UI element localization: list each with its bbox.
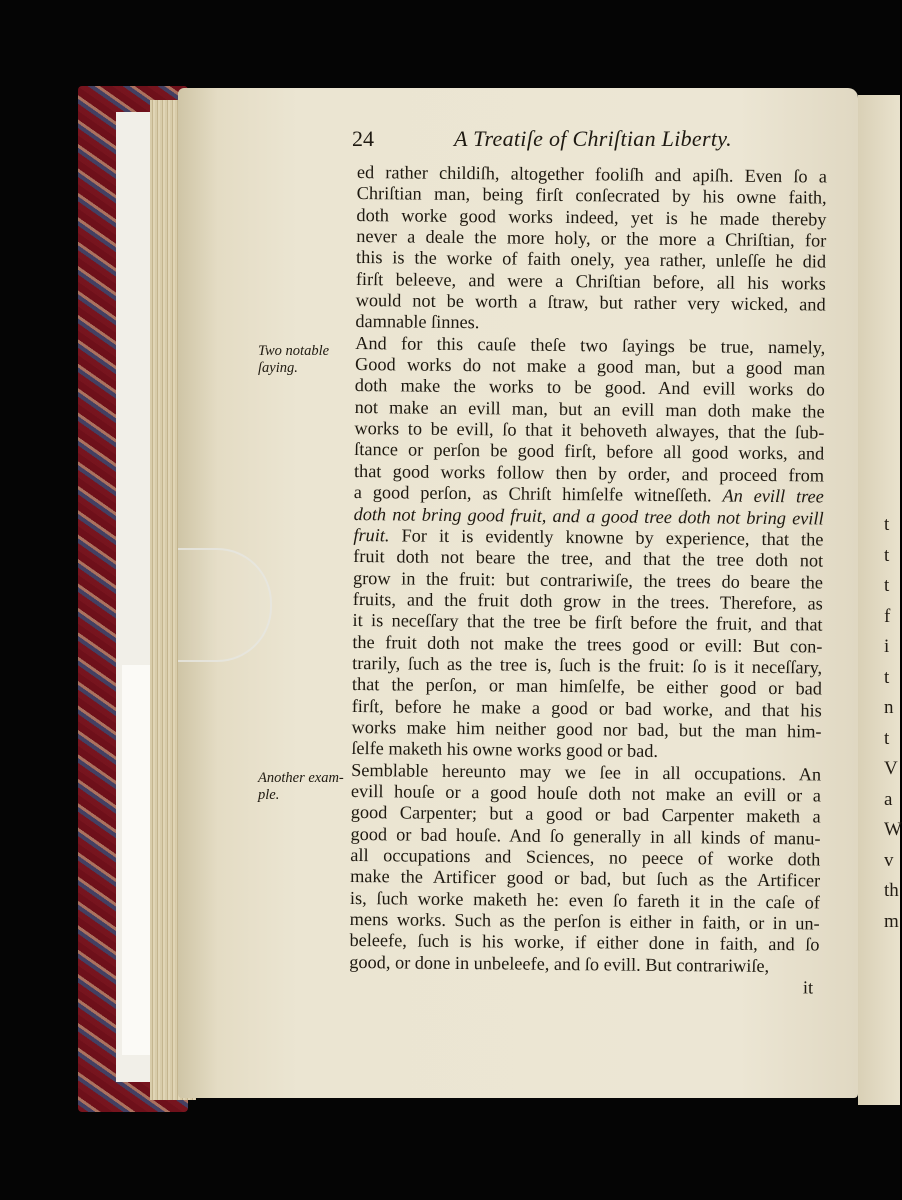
facing-page-fragments <box>884 510 900 937</box>
text-line: never a deale the more holy, or the more a Chriſtian, for <box>356 226 827 251</box>
text-line: is, ſuch worke maketh he: even ſo fareth it in the caſe of <box>349 887 821 913</box>
facing-fragment: n <box>884 697 894 718</box>
text-line: fruit doth not beare the tree, and that the tree doth not <box>353 546 824 571</box>
facing-fragment: V <box>884 758 898 779</box>
text-line: this is the worke of faith onely, yea rather, unleſſe he did <box>355 247 827 272</box>
text-line: trarily, ſuch as the tree is, ſuch is the fruit: ſo is it neceſſary, <box>352 652 823 678</box>
text-line: that good works follow then by order, and proceed from <box>353 460 825 486</box>
text-line: Good works do not make a good man, but a good man <box>354 354 826 379</box>
running-header <box>352 126 832 158</box>
text-line: firſt, before he make a good or bad worke, and that his <box>351 695 822 721</box>
margin-note-line: ſaying. <box>258 360 298 376</box>
facing-fragment: t <box>884 544 890 566</box>
text-line: grow in the fruit: but contrariwiſe, the trees do beare the <box>352 567 824 593</box>
text-line: ſtance or perſon be good firſt, before all good works, and <box>354 439 825 464</box>
facing-fragment: f <box>884 605 891 627</box>
text-line: a good perſon, as Chriſt himſelfe witneſſeth. An evill tree <box>353 482 824 507</box>
text-line: Semblable hereunto may we ſee in all occupations. An <box>351 759 822 785</box>
facing-fragment: m <box>884 910 899 932</box>
facing-fragment: t <box>884 575 890 596</box>
text-line: beleefe, ſuch is his worke, if either done in faith, and ſo <box>349 930 820 955</box>
margin-note-line: ple. <box>258 787 280 803</box>
text-line: good Carpenter; but a good or bad Carpenter maketh a <box>350 802 821 827</box>
facing-fragment: t <box>884 727 890 749</box>
page-number: 24 <box>352 126 374 151</box>
flyleaf-inner <box>122 665 150 1055</box>
text-line: good or bad houſe. And ſo generally in all kinds of manu- <box>350 823 821 849</box>
text-line: not make an evill man, but an evill man doth make the <box>354 396 825 422</box>
text-line: doth not bring good fruit, and a good tree doth not bring evill <box>353 503 824 528</box>
text-line: fruits, and the fruit doth grow in the trees. Therefore, as <box>352 588 823 614</box>
text-line: works make him neither good nor bad, but the man him- <box>351 716 822 742</box>
facing-fragment: v <box>884 849 894 871</box>
facing-fragment: t <box>884 514 890 535</box>
facing-fragment: t <box>884 666 890 688</box>
body-text <box>349 162 827 999</box>
text-line: ed rather childiſh, altogether fooliſh and apiſh. Even ſo a <box>356 162 827 187</box>
text-line: damnable ſinnes. <box>355 311 480 333</box>
text-line: doth worke good works indeed, yet is he made thereby <box>356 204 827 230</box>
running-title: A Treatiſe of Chriſtian Liberty. <box>454 126 732 151</box>
text-line: it is neceſſary that the tree be firſt before the fruit, and that <box>352 610 823 635</box>
margin-note-another-example <box>258 770 344 804</box>
text-line: ſelfe maketh his owne works good or bad. <box>351 738 659 762</box>
facing-fragment: a <box>884 788 893 810</box>
facing-fragment: th <box>884 880 899 901</box>
text-line: the fruit doth not make the trees good or evill: But con- <box>352 631 823 657</box>
text-line: make the Artificer good or bad, but ſuch as the Artificer <box>350 866 821 891</box>
margin-note-two-notable-saying <box>258 343 329 377</box>
text-line: works to be evill, ſo that it behoveth alwayes, that the ſub- <box>354 418 825 443</box>
text-line: fruit. For it is evidently knowne by experience, that the <box>353 524 824 550</box>
margin-note-line: Another exam- <box>258 770 344 786</box>
text-line: doth make the works to be good. And evill works do <box>354 375 825 400</box>
text-line: would not be worth a ſtraw, but rather very wicked, and <box>355 290 826 315</box>
text-line: And for this cauſe theſe two ſayings be true, namely, <box>355 332 826 358</box>
text-line: firſt beleeve, and were a Chriſtian before, all his works <box>355 268 826 294</box>
text-line: evill houſe or a good houſe doth not make an evill or a <box>350 780 822 806</box>
facing-fragment: i <box>884 636 890 657</box>
text-line: good, or done in unbeleefe, and ſo evill. But contrariwiſe, <box>349 951 770 976</box>
text-line: mens works. Such as the perſon is either in faith, or in un- <box>349 908 820 934</box>
catchword: it <box>802 977 814 998</box>
text-line: Chriſtian man, being firſt conſecrated by his owne faith, <box>356 183 827 208</box>
facing-fragment: W <box>884 819 902 840</box>
text-line: that the perſon, or man himſelfe, be either good or bad <box>351 674 823 699</box>
text-line: all occupations and Sciences, no peece of worke doth <box>350 844 821 870</box>
margin-note-line: Two notable <box>258 343 330 359</box>
